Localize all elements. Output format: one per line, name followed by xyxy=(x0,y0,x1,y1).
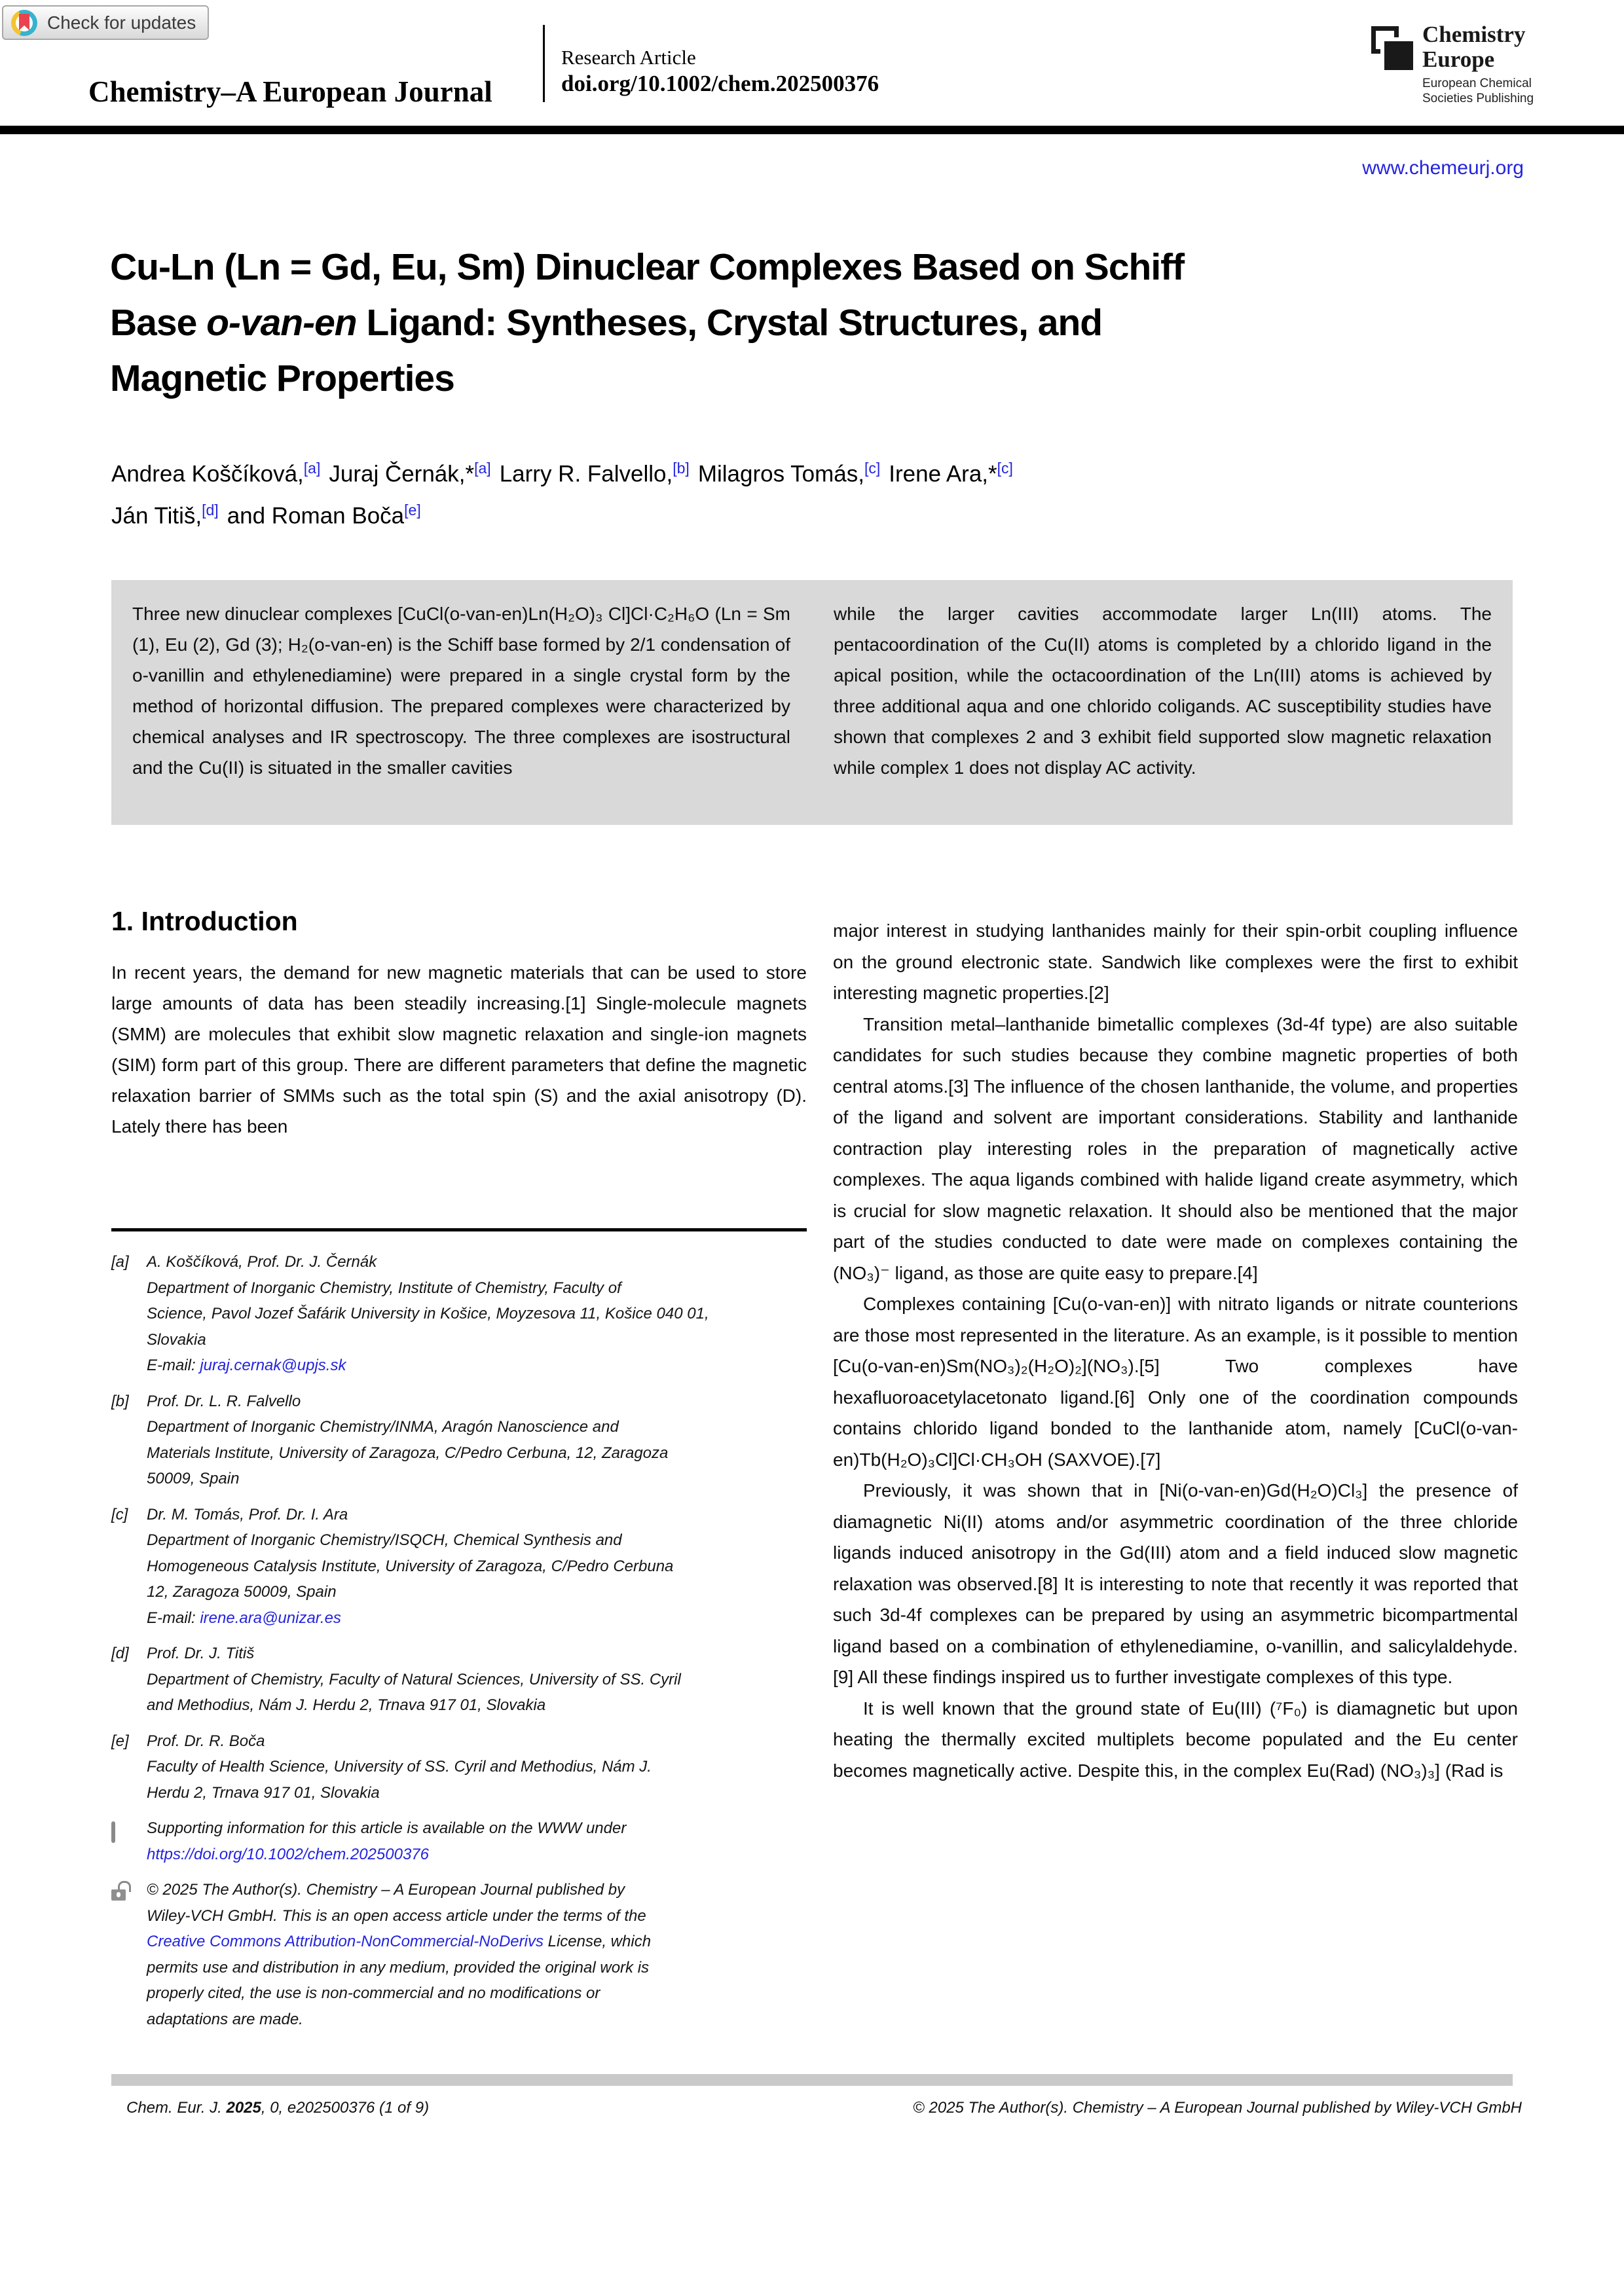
affiliation-sup: [b] xyxy=(673,460,690,477)
check-for-updates-button[interactable] xyxy=(2,5,209,40)
footnote-line: E-mail: juraj.cernak@upjs.sk xyxy=(147,1357,346,1374)
footnote-line: E-mail: irene.ara@unizar.es xyxy=(147,1609,341,1627)
section-heading-introduction: 1. Introduction xyxy=(111,906,298,936)
affiliation-sup: [a] xyxy=(474,460,491,477)
footnote-line: Wiley-VCH GmbH. This is an open access article under the terms of the xyxy=(147,1906,646,1925)
email-link[interactable]: irene.ara@unizar.es xyxy=(200,1609,341,1627)
footnote-line: Department of Inorganic Chemistry, Institute of Chemistry, Faculty of xyxy=(147,1279,621,1297)
footer-citation: Chem. Eur. J. 2025, 0, e202500376 (1 of 9) xyxy=(126,2099,430,2117)
footnote-open-access xyxy=(111,1877,807,2032)
footnote-line xyxy=(147,1842,807,1868)
footnote-line: properly cited, the use is non-commercial and no modifications or xyxy=(147,1984,600,2002)
logo-name xyxy=(1422,22,1525,72)
footnote-line: permits use and distribution in any medium, provided the original work is xyxy=(147,1958,650,1977)
footnote-line: Faculty of Health Science, University of SS. Cyril and Methodius, Nám J. xyxy=(147,1758,652,1776)
abstract-column-1: Three new dinuclear complexes [CuCl(o-van-en)Ln(H₂O)₃ Cl]Cl·C₂H₆O (Ln = Sm (1), Eu (2), Gd (3); H₂(o-van-en) is the Schiff base formed by 2/1 condensation of o-vanillin and ethylenediamine) were prepared in a single crystal form by the method of horizontal diffusion. The prepared complexes were characterized by chemical analyses and IR spectroscopy. The three complexes are isostructural and the Cu(II) is situated in the smaller cavities xyxy=(132,604,790,778)
creative-commons-link[interactable]: Creative Commons Attribution-NonCommercial-NoDerivs xyxy=(147,1933,544,1950)
author: Larry R. Falvello, xyxy=(499,461,673,487)
author: Milagros Tomás, xyxy=(697,461,864,487)
author-line2 xyxy=(111,492,1022,534)
footnote-a xyxy=(111,1249,807,1379)
footnote-b xyxy=(111,1389,807,1492)
footnote-c xyxy=(111,1502,807,1631)
footnote-line: Materials Institute, University of Zaragoza, C/Pedro Cerbuna, 12, Zaragoza xyxy=(147,1444,669,1462)
abstract-box xyxy=(111,580,1513,825)
journal-name: Chemistry–A European Journal xyxy=(88,75,492,108)
computer-monitor-icon xyxy=(111,1821,115,1843)
body-paragraph: It is well known that the ground state of Eu(III) (⁷F₀) is diamagnetic but upon heating the thermally excited multiplets become populated and the Eu center becomes magnetically active. Despite this, in the complex Eu(Rad) (NO₃)₃] (Rad is xyxy=(833,1698,1518,1781)
footnote-d xyxy=(111,1641,807,1719)
footnote-line: Supporting information for this article is available on the WWW under xyxy=(147,1819,627,1837)
affiliation-sup: [e] xyxy=(404,501,421,519)
footnote-line: 12, Zaragoza 50009, Spain xyxy=(147,1583,337,1601)
title-line2: Base o-van-en Ligand: Syntheses, Crystal Structures, and xyxy=(110,302,1103,344)
page-title xyxy=(110,240,1446,407)
author: Ján Titiš, xyxy=(111,503,202,529)
author-line1 xyxy=(111,450,1022,492)
bookmark-icon xyxy=(19,14,29,31)
email-link[interactable]: juraj.cernak@upjs.sk xyxy=(200,1357,346,1374)
doi-text: doi.org/10.1002/chem.202500376 xyxy=(561,71,879,96)
footnote-e xyxy=(111,1728,807,1806)
footnote-line: © 2025 The Author(s). Chemistry – A European Journal published by xyxy=(147,1881,625,1899)
logo-subtitle-line2: Societies Publishing xyxy=(1422,92,1534,105)
footnote-line: Department of Inorganic Chemistry/ISQCH, Chemical Synthesis and xyxy=(147,1531,622,1549)
footnote-line: Dr. M. Tomás, Prof. Dr. I. Ara xyxy=(147,1505,348,1523)
footnote-line: Homogeneous Catalysis Institute, University of Zaragoza, C/Pedro Cerbuna xyxy=(147,1557,674,1575)
footnote-line: Herdu 2, Trnava 917 01, Slovakia xyxy=(147,1783,380,1802)
footnote-label: [b] xyxy=(111,1392,129,1410)
footnote-label: [e] xyxy=(111,1732,129,1750)
logo-name-line2: Europe xyxy=(1422,46,1495,72)
body-paragraph: Previously, it was shown that in [Ni(o-van-en)Gd(H₂O)Cl₃] the presence of diamagnetic Ni(II) atoms and/or asymmetric coordination of the three chloride ligands induced anisotropy in the Gd(III) atom and a field induced slow magnetic relaxation was observed.[8] It is interesting to note that recently it was reported that such 3d-4f complexes can be prepared by using an asymmetric bicompartmental ligand based on a combination of ethylenediamine, o-vanillin, and salicylaldehyde.[9] All these findings inspired us to further investigate complexes of this type. xyxy=(833,1480,1518,1687)
body-paragraph: Transition metal–lanthanide bimetallic complexes (3d-4f type) are also suitable candidates for such studies because they combine magnetic properties of both central atoms.[3] The influence of the chosen lanthanide, the volume, and properties of the ligand and solvent are important considerations. Stability and lanthanide contraction play interesting roles in the preparation of magnetically active complexes. The aqua ligands combined with halide ligand create asymmetry, which is crucial for slow magnetic relaxation. It should also be mentioned that the major part of the studies conducted to date were made on complexes containing the (NO₃)⁻ ligand, as those are quite easy to prepare.[4] xyxy=(833,1013,1518,1283)
author: Irene Ara,* xyxy=(889,461,997,487)
footer-copyright: © 2025 The Author(s). Chemistry – A European Journal published by Wiley-VCH GmbH xyxy=(913,2099,1522,2117)
footnote-line: Prof. Dr. J. Titiš xyxy=(147,1645,255,1662)
author: Andrea Koščíková, xyxy=(111,461,304,487)
footnote-line: Creative Commons Attribution-NonCommercial-NoDerivs License, which xyxy=(147,1933,652,1950)
header-rule xyxy=(0,126,1624,134)
author: and Roman Boča xyxy=(227,503,405,529)
footnote-line: Department of Chemistry, Faculty of Natural Sciences, University of SS. Cyril xyxy=(147,1670,681,1688)
footnote-line: Slovakia xyxy=(147,1330,206,1349)
body-right-column xyxy=(833,915,1518,1786)
abstract-column-2: while the larger cavities accommodate larger Ln(III) atoms. The pentacoordination of the Cu(II) atoms is completed by a chlorido ligand in the apical position, while the octacoordination of the Ln(III) atoms is achieved by three additional aqua and one chlorido coligands. AC susceptibility studies have shown that complexes 2 and 3 exhibit field supported slow magnetic relaxation while complex 1 does not display AC activity. xyxy=(834,604,1492,778)
affiliation-sup: [d] xyxy=(202,501,219,519)
footnote-line: Science, Pavol Jozef Šafárik University in Košice, Moyzesova 11, Košice 040 01, xyxy=(147,1305,709,1322)
affiliation-sup: [c] xyxy=(864,460,881,477)
affiliation-sup: [c] xyxy=(997,460,1013,477)
footnote-label: [a] xyxy=(111,1253,129,1271)
affiliation-sup: [a] xyxy=(303,460,321,477)
footnote-line: and Methodius, Nám J. Herdu 2, Trnava 917 01, Slovakia xyxy=(147,1696,546,1714)
journal-website-link[interactable]: www.chemeurj.org xyxy=(1362,157,1524,179)
footer-separator-bar xyxy=(111,2074,1513,2086)
intro-paragraph: In recent years, the demand for new magnetic materials that can be used to store large amounts of data has been steadily increasing.[1] Single-molecule magnets (SMM) are molecules that exhibit slow magnetic relaxation and single-ion magnets (SIM) form part of this group. There are different parameters that define the magnetic relaxation barrier of SMMs such as the total spin (S) and the axial anisotropy (D). Lately there has been xyxy=(111,962,807,1137)
title-line3: Magnetic Properties xyxy=(110,357,454,399)
logo-filled-square-icon xyxy=(1384,41,1413,70)
footnote-rule xyxy=(111,1228,807,1231)
logo-subtitle xyxy=(1422,76,1534,106)
check-for-updates-label: Check for updates xyxy=(47,12,196,33)
title-line1: Cu-Ln (Ln = Gd, Eu, Sm) Dinuclear Complexes Based on Schiff xyxy=(110,246,1185,288)
footnote-line: A. Koščíková, Prof. Dr. J. Černák xyxy=(147,1253,377,1271)
crossmark-icon xyxy=(11,10,37,36)
footnote-label: [c] xyxy=(111,1505,128,1523)
footnote-supporting-info xyxy=(111,1815,807,1867)
supporting-info-link[interactable]: https://doi.org/10.1002/chem.202500376 xyxy=(147,1845,429,1863)
footnote-line: Prof. Dr. L. R. Falvello xyxy=(147,1392,301,1410)
footnotes xyxy=(111,1249,807,2042)
author-list xyxy=(111,450,1022,534)
title-ligand-name: o-van-en xyxy=(206,302,357,344)
footnote-label: [d] xyxy=(111,1645,129,1662)
footnote-line: adaptations are made. xyxy=(147,2010,303,2028)
footnote-line: 50009, Spain xyxy=(147,1470,240,1487)
footnote-line: Prof. Dr. R. Boča xyxy=(147,1732,265,1750)
logo-name-line1: Chemistry xyxy=(1422,22,1526,47)
author: Juraj Černák,* xyxy=(329,461,475,487)
logo-subtitle-line1: European Chemical xyxy=(1422,77,1532,90)
article-type-label: Research Article xyxy=(561,46,696,69)
body-paragraph: major interest in studying lanthanides mainly for their spin-orbit coupling influence on the ground electronic state. Sandwich like complexes were the first to exhibit interesting magnetic properties.[2] xyxy=(833,920,1518,1003)
body-paragraph: Complexes containing [Cu(o-van-en)] with nitrato ligands or nitrate counterions are those most represented in the literature. As an example, is it possible to mention [Cu(o-van-en)Sm(NO₃)₂(H₂O)₂](NO₃).[5] Two complexes have hexafluoroacetylacetonato ligand.[6] Only one of the coordination compounds contains chlorido ligand bonded to the lanthanide atom, namely [CuCl(o-van-en)Tb(H₂O)₃Cl]Cl·CH₃OH (SAXVOE).[7] xyxy=(833,1294,1518,1470)
footnote-line: Department of Inorganic Chemistry/INMA, Aragón Nanoscience and xyxy=(147,1418,619,1436)
header-divider xyxy=(543,25,545,102)
